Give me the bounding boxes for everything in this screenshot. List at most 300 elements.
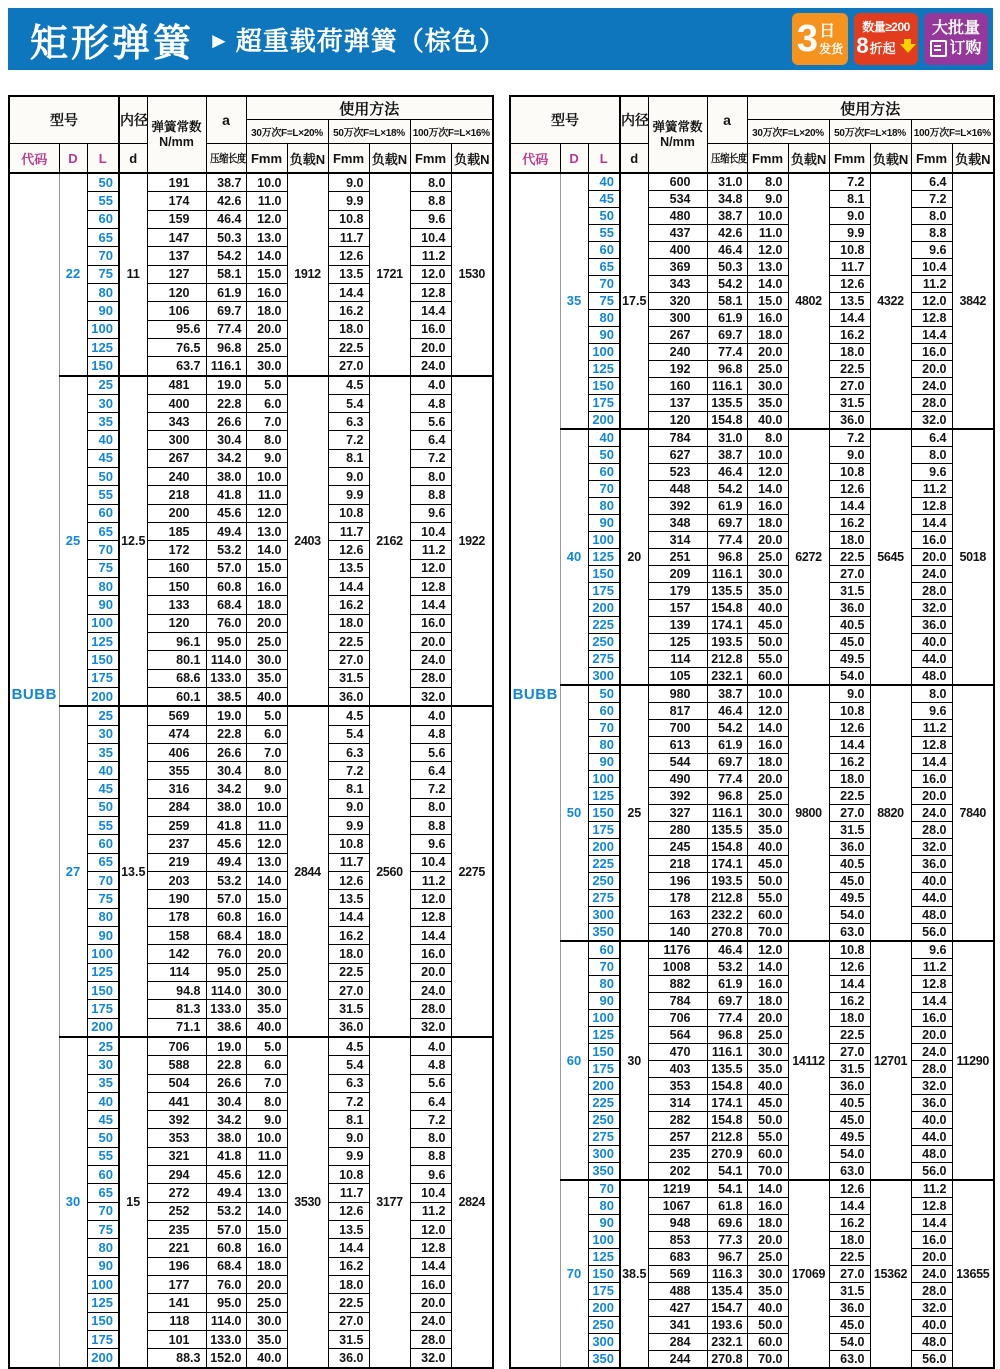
compressed-length-value: 69.7: [206, 302, 246, 320]
compressed-length-value: 54.2: [206, 247, 246, 265]
l-value-link[interactable]: 200: [588, 1078, 620, 1095]
fmm-30-value: 50.0: [747, 1112, 788, 1129]
l-value-link[interactable]: 30: [87, 394, 119, 412]
fmm-30-value: 20.0: [747, 344, 788, 361]
fmm-30-value: 30.0: [246, 357, 287, 376]
l-value-link[interactable]: 40: [588, 429, 620, 447]
fmm-30-value: 35.0: [747, 583, 788, 600]
l-value-link[interactable]: 60: [87, 210, 119, 228]
l-value-link[interactable]: 75: [87, 890, 119, 908]
header-usage: 使用方法: [747, 96, 994, 120]
fmm-30-value: 9.0: [246, 449, 287, 467]
spring-constant-value: 683: [648, 1249, 707, 1266]
fmm-50-value: 16.2: [328, 302, 369, 320]
fmm-50-value: 12.6: [829, 481, 870, 498]
compressed-length-value: 96.8: [707, 1027, 747, 1044]
fmm-50-value: 27.0: [829, 805, 870, 822]
l-value-link[interactable]: 90: [588, 327, 620, 344]
fmm-30-value: 25.0: [747, 1027, 788, 1044]
l-value-link[interactable]: 150: [588, 566, 620, 583]
l-value-link[interactable]: 70: [588, 481, 620, 498]
l-value-link[interactable]: 50: [87, 1129, 119, 1147]
l-value-link[interactable]: 60: [87, 835, 119, 853]
compressed-length-value: 135.5: [707, 395, 747, 412]
fmm-30-value: 25.0: [246, 1294, 287, 1312]
l-value-link[interactable]: 150: [87, 1312, 119, 1330]
fmm-100-value: 8.8: [410, 486, 451, 504]
l-value-link[interactable]: 250: [588, 1112, 620, 1129]
fmm-100-value: 32.0: [410, 687, 451, 706]
compressed-length-value: 34.2: [206, 449, 246, 467]
l-value-link[interactable]: 100: [588, 1232, 620, 1249]
l-value-link[interactable]: 300: [588, 1334, 620, 1351]
fmm-30-value: 60.0: [747, 668, 788, 686]
fmm-30-value: 14.0: [747, 481, 788, 498]
header-load-30: 负载N: [788, 144, 829, 174]
l-value-link[interactable]: 25: [87, 376, 119, 395]
compressed-length-value: 38.5: [206, 687, 246, 706]
l-value-link[interactable]: 70: [588, 276, 620, 293]
fmm-50-value: 4.5: [328, 706, 369, 725]
fmm-100-value: 14.4: [911, 993, 952, 1010]
l-value-link[interactable]: 90: [87, 302, 119, 320]
spring-constant-value: 569: [147, 706, 206, 725]
spring-constant-value: 1067: [648, 1198, 707, 1215]
fmm-30-value: 25.0: [747, 1249, 788, 1266]
badge-3day-shipping: [792, 13, 848, 65]
l-value-link[interactable]: 50: [87, 468, 119, 486]
l-value-link[interactable]: 100: [588, 344, 620, 361]
fmm-100-value: 6.4: [410, 431, 451, 449]
fmm-50-value: 45.0: [829, 1317, 870, 1334]
l-value-link[interactable]: 350: [588, 1351, 620, 1369]
compressed-length-value: 96.8: [707, 549, 747, 566]
l-value-link[interactable]: 150: [87, 981, 119, 999]
l-value-link[interactable]: 175: [87, 669, 119, 687]
l-value-link[interactable]: 175: [588, 1061, 620, 1078]
l-value-link[interactable]: 150: [87, 651, 119, 669]
compressed-length-value: 46.4: [707, 941, 747, 959]
l-value-link[interactable]: 45: [588, 191, 620, 208]
fmm-100-value: 20.0: [410, 963, 451, 981]
l-value-link[interactable]: 70: [87, 247, 119, 265]
fmm-100-value: 20.0: [911, 1249, 952, 1266]
l-value-link[interactable]: 100: [87, 945, 119, 963]
l-value-link[interactable]: 100: [87, 614, 119, 632]
fmm-50-value: 16.2: [328, 926, 369, 944]
fmm-100-value: 12.8: [410, 1239, 451, 1257]
fmm-30-value: 15.0: [246, 559, 287, 577]
l-value-link[interactable]: 100: [588, 771, 620, 788]
l-value-link[interactable]: 65: [87, 853, 119, 871]
l-value-link[interactable]: 200: [87, 1349, 119, 1368]
l-value-link[interactable]: 50: [588, 208, 620, 225]
compressed-length-value: 270.9: [707, 1146, 747, 1163]
fmm-100-value: 32.0: [911, 600, 952, 617]
l-value-link[interactable]: 80: [87, 908, 119, 926]
fmm-30-value: 18.0: [747, 515, 788, 532]
spring-constant-value: 177: [147, 1275, 206, 1293]
spring-constant-value: 137: [147, 247, 206, 265]
compressed-length-value: 22.8: [206, 1056, 246, 1074]
header-L: L: [87, 144, 119, 174]
l-value-link[interactable]: 175: [588, 822, 620, 839]
spring-constant-value: 437: [648, 225, 707, 242]
l-value-link[interactable]: 200: [588, 600, 620, 617]
fmm-100-value: 6.4: [911, 429, 952, 447]
fmm-50-value: 22.5: [328, 338, 369, 356]
fmm-100-value: 14.4: [911, 754, 952, 771]
fmm-50-value: 31.5: [829, 1283, 870, 1300]
l-value-link[interactable]: 225: [588, 617, 620, 634]
fmm-30-value: 11.0: [246, 192, 287, 210]
compressed-length-value: 76.0: [206, 945, 246, 963]
l-value-link[interactable]: 55: [87, 192, 119, 210]
fmm-50-value: 16.2: [829, 754, 870, 771]
l-value-link[interactable]: 275: [588, 1129, 620, 1146]
l-value-link[interactable]: 200: [87, 687, 119, 706]
l-value-link[interactable]: 55: [87, 817, 119, 835]
l-value-link[interactable]: 125: [588, 788, 620, 805]
spring-constant-value: 392: [147, 1111, 206, 1129]
l-value-link[interactable]: 80: [87, 577, 119, 595]
l-value-link[interactable]: 65: [87, 228, 119, 246]
l-value-link[interactable]: 50: [588, 685, 620, 703]
spring-constant-value: 504: [147, 1074, 206, 1092]
spring-constant-value: 406: [147, 743, 206, 761]
load-100-value: 1530: [451, 173, 493, 376]
load-100-value: 3842: [952, 173, 994, 429]
l-value-link[interactable]: 275: [588, 651, 620, 668]
spring-constant-value: 179: [648, 583, 707, 600]
l-value-link[interactable]: 75: [87, 1221, 119, 1239]
compressed-length-value: 95.0: [206, 632, 246, 650]
l-value-link[interactable]: 175: [87, 1000, 119, 1018]
l-value-link[interactable]: 75: [87, 265, 119, 283]
compressed-length-value: 69.7: [707, 515, 747, 532]
compressed-length-value: 114.0: [206, 1312, 246, 1330]
compressed-length-value: 53.2: [707, 959, 747, 976]
header-cycle-30: 30万次F=L×20%: [747, 120, 829, 144]
fmm-50-value: 22.5: [829, 361, 870, 378]
l-value-link[interactable]: 60: [87, 504, 119, 522]
l-value-link[interactable]: 90: [588, 1215, 620, 1232]
l-value-link[interactable]: 175: [588, 1283, 620, 1300]
l-value-link[interactable]: 200: [588, 412, 620, 430]
fmm-30-value: 16.0: [747, 1198, 788, 1215]
l-value-link[interactable]: 55: [588, 225, 620, 242]
l-value-link[interactable]: 125: [588, 361, 620, 378]
fmm-100-value: 11.2: [911, 959, 952, 976]
l-value-link[interactable]: 65: [588, 259, 620, 276]
fmm-50-value: 8.1: [328, 780, 369, 798]
fmm-30-value: 18.0: [246, 926, 287, 944]
l-value-link[interactable]: 60: [87, 1166, 119, 1184]
fmm-30-value: 18.0: [747, 327, 788, 344]
fmm-50-value: 12.6: [829, 276, 870, 293]
l-value-link[interactable]: 225: [588, 1095, 620, 1112]
fmm-30-value: 18.0: [246, 302, 287, 320]
outer-diameter-value: 30: [59, 1037, 87, 1368]
fmm-50-value: 9.9: [829, 225, 870, 242]
l-value-link[interactable]: 75: [588, 293, 620, 310]
l-value-link[interactable]: 100: [87, 1275, 119, 1293]
compressed-length-value: 53.2: [206, 872, 246, 890]
fmm-100-value: 9.6: [410, 210, 451, 228]
l-value-link[interactable]: 125: [87, 963, 119, 981]
l-value-link[interactable]: 300: [588, 1146, 620, 1163]
load-30-value: 2403: [287, 376, 328, 707]
l-value-link[interactable]: 80: [588, 1198, 620, 1215]
spring-constant-value: 159: [147, 210, 206, 228]
l-value-link[interactable]: 45: [87, 449, 119, 467]
l-value-link[interactable]: 70: [87, 872, 119, 890]
l-value-link[interactable]: 80: [588, 498, 620, 515]
fmm-30-value: 35.0: [246, 669, 287, 687]
l-value-link[interactable]: 80: [87, 1239, 119, 1257]
fmm-100-value: 12.8: [911, 310, 952, 327]
compressed-length-value: 270.8: [707, 1351, 747, 1369]
l-value-link[interactable]: 175: [588, 583, 620, 600]
compressed-length-value: 96.8: [707, 788, 747, 805]
l-value-link[interactable]: 350: [588, 924, 620, 942]
l-value-link[interactable]: 80: [588, 310, 620, 327]
l-value-link[interactable]: 200: [588, 839, 620, 856]
fmm-30-value: 9.0: [246, 1111, 287, 1129]
load-30-value: 2844: [287, 706, 328, 1037]
l-value-link[interactable]: 70: [588, 720, 620, 737]
fmm-30-value: 16.0: [747, 310, 788, 327]
l-value-link[interactable]: 125: [87, 632, 119, 650]
fmm-100-value: 20.0: [911, 549, 952, 566]
fmm-30-value: 15.0: [747, 293, 788, 310]
l-value-link[interactable]: 35: [87, 413, 119, 431]
fmm-30-value: 20.0: [246, 320, 287, 338]
fmm-100-value: 8.0: [410, 798, 451, 816]
compressed-length-value: 38.0: [206, 1129, 246, 1147]
compressed-length-value: 154.8: [707, 1078, 747, 1095]
l-value-link[interactable]: 250: [588, 1317, 620, 1334]
compressed-length-value: 22.8: [206, 725, 246, 743]
spring-constant-value: 127: [147, 265, 206, 283]
l-value-link[interactable]: 80: [87, 283, 119, 301]
l-value-link[interactable]: 55: [87, 486, 119, 504]
l-value-link[interactable]: 35: [87, 1074, 119, 1092]
fmm-100-value: 9.6: [410, 835, 451, 853]
fmm-100-value: 14.4: [410, 1257, 451, 1275]
load-100-value: 11290: [952, 941, 994, 1180]
fmm-30-value: 8.0: [246, 431, 287, 449]
spring-constant-value: 140: [648, 924, 707, 942]
l-value-link[interactable]: 40: [588, 173, 620, 191]
l-value-link[interactable]: 60: [588, 242, 620, 259]
header-load-100: 负载N: [952, 144, 994, 174]
l-value-link[interactable]: 50: [87, 173, 119, 192]
l-value-link[interactable]: 90: [87, 1257, 119, 1275]
l-value-link[interactable]: 80: [588, 976, 620, 993]
l-value-link[interactable]: 150: [588, 805, 620, 822]
l-value-link[interactable]: 40: [87, 431, 119, 449]
fmm-100-value: 14.4: [410, 596, 451, 614]
compressed-length-value: 38.6: [206, 1018, 246, 1037]
fmm-30-value: 30.0: [246, 651, 287, 669]
fmm-50-value: 9.0: [328, 173, 369, 192]
l-value-link[interactable]: 125: [588, 1027, 620, 1044]
fmm-100-value: 16.0: [911, 1010, 952, 1027]
spring-constant-value: 80.1: [147, 651, 206, 669]
spring-constant-value: 948: [648, 1215, 707, 1232]
fmm-50-value: 36.0: [829, 839, 870, 856]
l-value-link[interactable]: 150: [588, 378, 620, 395]
l-value-link[interactable]: 45: [87, 1111, 119, 1129]
l-value-link[interactable]: 300: [588, 668, 620, 686]
spring-constant-value: 125: [648, 634, 707, 651]
l-value-link[interactable]: 35: [87, 743, 119, 761]
l-value-link[interactable]: 275: [588, 890, 620, 907]
l-value-link[interactable]: 150: [588, 1044, 620, 1061]
compressed-length-value: 154.7: [707, 1300, 747, 1317]
compressed-length-value: 77.4: [707, 532, 747, 549]
fmm-30-value: 55.0: [747, 1129, 788, 1146]
l-value-link[interactable]: 30: [87, 725, 119, 743]
spring-constant-value: 142: [147, 945, 206, 963]
fmm-100-value: 12.0: [911, 293, 952, 310]
fmm-50-value: 11.7: [328, 523, 369, 541]
spring-constant-value: 240: [147, 468, 206, 486]
spring-constant-value: 235: [147, 1221, 206, 1239]
fmm-50-value: 18.0: [829, 771, 870, 788]
l-value-link[interactable]: 150: [588, 1266, 620, 1283]
l-value-link[interactable]: 150: [87, 357, 119, 376]
fmm-100-value: 11.2: [911, 720, 952, 737]
load-30-value: 17069: [788, 1180, 829, 1368]
l-value-link[interactable]: 90: [588, 993, 620, 1010]
l-value-link[interactable]: 70: [588, 959, 620, 976]
spring-constant-value: 158: [147, 926, 206, 944]
fmm-100-value: 11.2: [410, 872, 451, 890]
spring-constant-value: 300: [147, 431, 206, 449]
l-value-link[interactable]: 70: [87, 1202, 119, 1220]
fmm-30-value: 12.0: [747, 941, 788, 959]
compressed-length-value: 57.0: [206, 1221, 246, 1239]
spring-constant-value: 284: [648, 1334, 707, 1351]
l-value-link[interactable]: 30: [87, 1056, 119, 1074]
fmm-100-value: 24.0: [911, 1044, 952, 1061]
l-value-link[interactable]: 70: [588, 1180, 620, 1198]
l-value-link[interactable]: 90: [588, 754, 620, 771]
header-fmm-30: Fmm: [747, 144, 788, 174]
l-value-link[interactable]: 100: [588, 1010, 620, 1027]
fmm-50-value: 9.9: [328, 1147, 369, 1165]
fmm-100-value: 44.0: [911, 1129, 952, 1146]
l-value-link[interactable]: 250: [588, 634, 620, 651]
fmm-30-value: 13.0: [246, 1184, 287, 1202]
fmm-30-value: 20.0: [747, 532, 788, 549]
outer-diameter-value: 50: [560, 685, 588, 941]
l-value-link[interactable]: 175: [87, 1330, 119, 1348]
fmm-100-value: 4.8: [410, 1056, 451, 1074]
l-value-link[interactable]: 100: [87, 320, 119, 338]
l-value-link[interactable]: 90: [87, 926, 119, 944]
fmm-30-value: 12.0: [747, 242, 788, 259]
l-value-link[interactable]: 60: [588, 941, 620, 959]
l-value-link[interactable]: 125: [87, 338, 119, 356]
fmm-50-value: 9.0: [829, 447, 870, 464]
l-value-link[interactable]: 25: [87, 706, 119, 725]
fmm-50-value: 63.0: [829, 1163, 870, 1181]
fmm-50-value: 11.7: [328, 228, 369, 246]
header-spring-constant: 弹簧常数 N/mm: [648, 96, 707, 173]
fmm-100-value: 28.0: [911, 1061, 952, 1078]
l-value-link[interactable]: 65: [87, 1184, 119, 1202]
fmm-100-value: 6.4: [410, 762, 451, 780]
compressed-length-value: 54.2: [707, 720, 747, 737]
fmm-50-value: 9.0: [829, 685, 870, 703]
l-value-link[interactable]: 80: [588, 737, 620, 754]
l-value-link[interactable]: 125: [588, 1249, 620, 1266]
l-value-link[interactable]: 125: [87, 1294, 119, 1312]
l-value-link[interactable]: 50: [588, 447, 620, 464]
l-value-link[interactable]: 250: [588, 873, 620, 890]
header-compressed-length: 压缩长度: [707, 144, 747, 174]
spring-constant-value: 209: [648, 566, 707, 583]
fmm-30-value: 11.0: [246, 1147, 287, 1165]
fmm-100-value: 10.4: [410, 228, 451, 246]
l-value-link[interactable]: 25: [87, 1037, 119, 1056]
l-value-link[interactable]: 90: [588, 515, 620, 532]
outer-diameter-value: 25: [59, 376, 87, 707]
compressed-length-value: 41.8: [206, 817, 246, 835]
fmm-30-value: 16.0: [246, 577, 287, 595]
fmm-50-value: 10.8: [829, 242, 870, 259]
l-value-link[interactable]: 300: [588, 907, 620, 924]
fmm-100-value: 7.2: [410, 780, 451, 798]
fmm-100-value: 24.0: [911, 805, 952, 822]
fmm-100-value: 4.8: [410, 394, 451, 412]
l-value-link[interactable]: 70: [87, 541, 119, 559]
l-value-link[interactable]: 225: [588, 856, 620, 873]
fmm-100-value: 8.0: [911, 685, 952, 703]
l-value-link[interactable]: 45: [87, 780, 119, 798]
fmm-50-value: 10.8: [328, 504, 369, 522]
l-value-link[interactable]: 75: [87, 559, 119, 577]
l-value-link[interactable]: 90: [87, 596, 119, 614]
fmm-30-value: 11.0: [246, 817, 287, 835]
l-value-link[interactable]: 60: [588, 703, 620, 720]
compressed-length-value: 116.1: [206, 357, 246, 376]
l-value-link[interactable]: 175: [588, 395, 620, 412]
l-value-link[interactable]: 125: [588, 549, 620, 566]
fmm-30-value: 8.0: [246, 1092, 287, 1110]
l-value-link[interactable]: 350: [588, 1163, 620, 1181]
l-value-link[interactable]: 40: [87, 1092, 119, 1110]
l-value-link[interactable]: 55: [87, 1147, 119, 1165]
l-value-link[interactable]: 200: [588, 1300, 620, 1317]
fmm-30-value: 9.0: [246, 780, 287, 798]
fmm-100-value: 8.8: [911, 225, 952, 242]
l-value-link[interactable]: 40: [87, 762, 119, 780]
l-value-link[interactable]: 65: [87, 523, 119, 541]
fmm-30-value: 9.0: [747, 191, 788, 208]
l-value-link[interactable]: 200: [87, 1018, 119, 1037]
fmm-50-value: 22.5: [328, 963, 369, 981]
fmm-50-value: 22.5: [328, 632, 369, 650]
spring-constant-value: 343: [648, 276, 707, 293]
l-value-link[interactable]: 60: [588, 464, 620, 481]
l-value-link[interactable]: 100: [588, 532, 620, 549]
l-value-link[interactable]: 50: [87, 798, 119, 816]
fmm-30-value: 25.0: [246, 632, 287, 650]
